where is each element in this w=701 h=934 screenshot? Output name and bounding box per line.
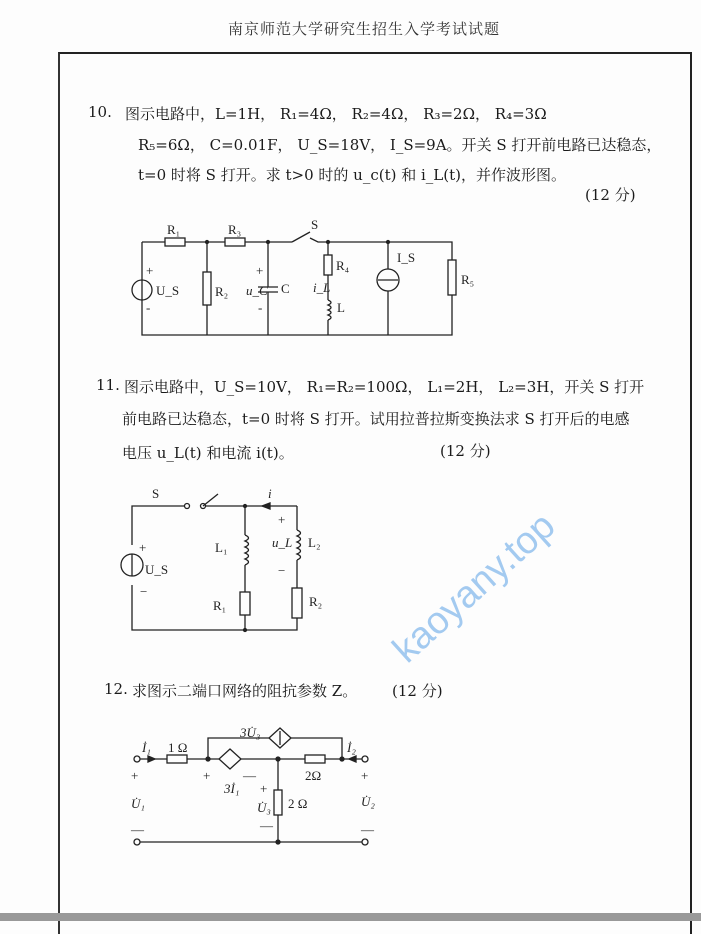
label-minus: -	[146, 300, 151, 315]
label-uc: u_C	[246, 283, 268, 298]
q11-line2: 前电路已达稳态，t=0 时将 S 打开。试用拉普拉斯变换法求 S 打开后的电感	[122, 410, 630, 428]
label-il: i_L	[313, 280, 331, 295]
label-s: S	[152, 486, 160, 501]
label-ul-plus: +	[278, 512, 286, 527]
label-plus: +	[146, 263, 154, 278]
q11-line1: 图示电路中，U_S=10V， R₁=R₂=100Ω， L₁=2H， L₂=3H，开关 S 打开	[124, 378, 645, 396]
label-r2: 2Ω	[305, 768, 322, 783]
label-ccvs-minus: —	[243, 768, 256, 783]
label-u1-plus: +	[131, 768, 139, 783]
watermark: kaoyany.top	[385, 504, 564, 672]
label-s: S	[311, 217, 319, 232]
label-minus: −	[140, 584, 148, 599]
label-i1: İ₁	[142, 740, 151, 755]
bottom-edge	[0, 913, 701, 921]
label-ccvs: 3İ₁	[224, 781, 240, 796]
label-uc-plus: +	[256, 263, 264, 278]
label-r1: R₁	[213, 598, 227, 613]
q10-score: (12 分)	[585, 186, 636, 204]
q11-line3: 电压 u_L(t) 和电流 i(t)。	[122, 444, 294, 462]
q10-line3: t=0 时将 S 打开。求 t>0 时的 u_c(t) 和 i_L(t)，并作波形图。	[138, 166, 566, 184]
label-us: U_S	[156, 283, 180, 298]
label-r3: R₃	[228, 222, 242, 237]
label-l2: L₂	[308, 535, 321, 550]
q10-line2: R₅=6Ω， C=0.01F， U_S=18V， I_S=9A。开关 S 打开前电路已达稳态，	[138, 136, 662, 154]
label-u2-plus: +	[361, 768, 369, 783]
label-c: C	[281, 281, 290, 296]
q10-number: 10.	[88, 103, 112, 121]
label-i2: İ₂	[347, 740, 356, 755]
label-r4: R₄	[336, 258, 350, 273]
label-u3-plus: +	[260, 781, 268, 796]
circuit-q12	[130, 725, 375, 845]
label-r5: R₅	[461, 272, 475, 287]
label-ul: u_L	[272, 535, 293, 550]
label-r1: R₁	[167, 222, 181, 237]
label-u2: U̇₂	[361, 794, 375, 809]
q12-score: (12 分)	[392, 682, 443, 700]
label-r3: 2 Ω	[288, 796, 308, 811]
label-u1: U̇₁	[131, 796, 145, 811]
label-u1-minus: —	[131, 822, 144, 837]
label-u3: U̇₃	[257, 800, 271, 815]
circuit-q10	[132, 217, 474, 335]
q11-score: (12 分)	[440, 442, 491, 460]
q12-text: 求图示二端口网络的阻抗参数 Z。	[132, 682, 358, 700]
label-l1: L₁	[215, 540, 228, 555]
label-r2: R₂	[215, 284, 229, 299]
label-u2-minus: —	[361, 822, 374, 837]
label-is: I_S	[397, 250, 416, 265]
label-r2: R₂	[309, 594, 323, 609]
label-uc-minus: -	[258, 300, 263, 315]
label-l: L	[337, 300, 345, 315]
label-ccvs-plus: +	[203, 768, 211, 783]
q12-number: 12.	[104, 680, 128, 698]
label-u3-minus: —	[260, 818, 273, 833]
circuit-q11	[121, 486, 322, 632]
label-r1: 1 Ω	[168, 740, 188, 755]
q10-line1: 图示电路中，L=1H， R₁=4Ω， R₂=4Ω， R₃=2Ω， R₄=3Ω	[125, 105, 547, 123]
label-vcvs: 3U̇₃	[240, 725, 261, 740]
label-i: i	[268, 486, 272, 501]
label-us: U_S	[145, 562, 169, 577]
exam-header-title: 南京师范大学研究生招生入学考试试题	[228, 20, 501, 38]
label-ul-minus: −	[278, 563, 286, 578]
q11-number: 11.	[96, 376, 120, 394]
label-plus: +	[139, 540, 147, 555]
